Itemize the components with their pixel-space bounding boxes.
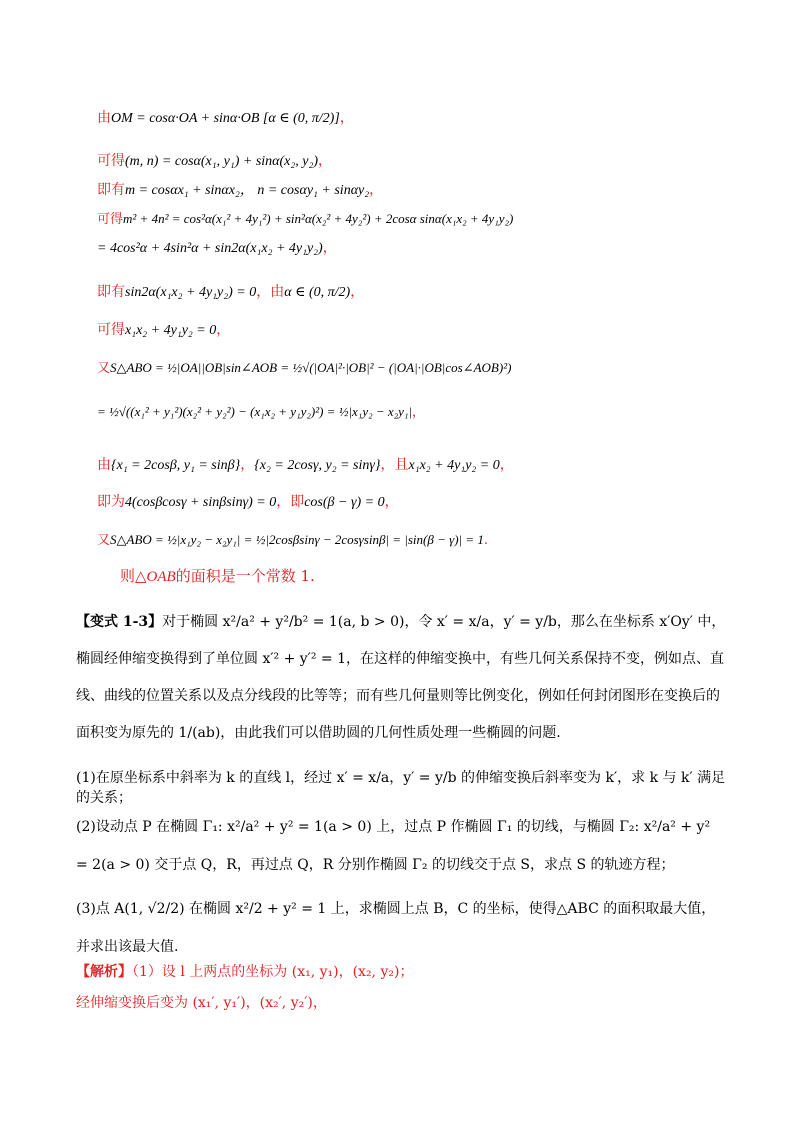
proof-math: OM = cosα·OA + sinα·OB [α ∈ (0, π/2)]	[111, 111, 340, 126]
solution-tag: 【解析】	[76, 964, 132, 980]
proof-line-7	[97, 320, 230, 341]
proof-line-9	[97, 402, 425, 423]
proof-math: 4(cosβcosγ + sinβsinγ) = 0	[125, 495, 277, 510]
proof-math-2: α ∈ (0, π/2)	[284, 285, 351, 300]
proof-mid: ，即	[276, 494, 305, 510]
proof-math: S△ABO = ½|x₁y₂ − x₂y₁| = ½|2cosβsinγ − 2cosγsinβ| = |sin(β − γ)| = 1	[110, 532, 484, 547]
proof-lead: 由	[97, 457, 111, 473]
proof-tail: ，	[216, 322, 231, 338]
proof-tail: ，	[339, 110, 354, 126]
proof-lead: 又	[97, 361, 111, 376]
solution-text-2: 经伸缩变换后变为 (x₁′, y₁′)，(x₂′, y₂′)，	[76, 995, 327, 1011]
proof-math: = ½√((x₁² + y₁²)(x₂² + y₂²) − (x₁x₂ + y₁y₂)²) = ½|x₁y₂ − x₂y₁|	[97, 404, 413, 419]
proof-mid-2: ，且	[380, 457, 409, 473]
proof-mid: ，	[240, 457, 255, 473]
proof-math: sin2α(x₁x₂ + 4y₁y₂) = 0	[125, 285, 257, 300]
proof-lead: 则	[120, 567, 136, 585]
question-2-text: (2)设动点 P 在椭圆 Γ₁: x²/a² + y² = 1(a > 0) 上，过点 P 作椭圆 Γ₁ 的切线，与椭圆 Γ₂: x²/a² + y² = 2(a > 0) 交于点 Q，R，再过点 Q，R 分别作椭圆 Γ₂ 的切线交于点 S，求点 S 的轨迹方程；	[76, 819, 711, 873]
variant-tag: 【变式 1-3】	[76, 614, 163, 630]
solution-text-1: （1）设 l 上两点的坐标为 (x₁, y₁)，(x₂, y₂)；	[132, 964, 414, 980]
proof-lead: 由	[97, 110, 111, 126]
proof-line-5	[97, 238, 337, 259]
proof-line-12	[97, 530, 488, 551]
proof-tail: ，	[412, 405, 426, 420]
question-2	[76, 808, 726, 884]
proof-math: m = cosαx₁ + sinαx₂， n = cosαy₁ + sinαy₂	[125, 183, 370, 198]
proof-lead: 即为	[97, 494, 125, 510]
proof-lead: 可得	[97, 322, 125, 338]
proof-lead: 即有	[97, 182, 125, 198]
proof-line-13	[120, 566, 315, 587]
proof-line-3	[97, 180, 383, 201]
proof-math: {x₁ = 2cosβ, y₁ = sinβ}	[111, 458, 241, 473]
proof-line-11	[97, 492, 399, 513]
proof-math: △OAB	[135, 569, 176, 585]
proof-line-2	[97, 151, 332, 172]
proof-tail: ，	[350, 284, 365, 300]
proof-lead: 又	[97, 533, 111, 548]
proof-lead: 可得	[97, 212, 124, 227]
variant-intro: 对于椭圆 x²/a² + y²/b² = 1(a, b > 0)，令 x′ = x/a，y′ = y/b，那么在坐标系 x′Oy′ 中，椭圆经伸缩变换得到了单位圆 x′² + y′² = 1，在这样的伸缩变换中，有些几何关系保持不变，例如点、直线、曲线的位置关系以及点分线段的比等等；而有些几何量则等比例变化，例如任何封闭图形在变换后的面积变为原先的 1/(ab)，由此我们可以借助圆的几何性质处理一些椭圆的问题.	[76, 614, 726, 741]
proof-line-8	[97, 358, 511, 379]
proof-math-3: x₁x₂ + 4y₁y₂ = 0	[408, 458, 500, 473]
variant-problem	[76, 604, 726, 752]
proof-tail: ，	[322, 240, 337, 256]
question-1-text: (1)在原坐标系中斜率为 k 的直线 l，经过 x′ = x/a，y′ = y/b 的伸缩变换后斜率变为 k′，求 k 与 k′ 满足的关系；	[76, 770, 726, 806]
proof-lead: 可得	[97, 153, 125, 169]
question-1	[76, 768, 726, 808]
proof-math-2: cos(β − γ) = 0	[304, 495, 385, 510]
proof-tail: .	[483, 533, 489, 548]
proof-line-4	[97, 209, 513, 230]
proof-line-6	[97, 282, 364, 303]
proof-math: = 4cos²α + 4sin²α + sin2α(x₁x₂ + 4y₁y₂)	[97, 241, 323, 256]
proof-tail: ，	[318, 153, 332, 169]
proof-math: m² + 4n² = cos²α(x₁² + 4y₁²) + sin²α(x₂² + 4y₂²) + 2cosα sinα(x₁x₂ + 4y₁y₂)	[123, 211, 514, 226]
proof-math-2: {x₂ = 2cosγ, y₂ = sinγ}	[254, 458, 381, 473]
proof-math: (m, n) = cosα(x₁, y₁) + sinα(x₂, y₂)	[125, 154, 318, 169]
solution-line-2	[76, 993, 327, 1013]
proof-tail: ，	[384, 494, 399, 510]
proof-mid: ，由	[256, 284, 285, 300]
question-3-text: (3)点 A(1, √2/2) 在椭圆 x²/2 + y² = 1 上，求椭圆上点 B，C 的坐标，使得△ABC 的面积取最大值，并求出该最大值.	[76, 901, 716, 955]
proof-math: S△ABO = ½|OA||OB|sin∠AOB = ½√(|OA|²·|OB|² − (|OA|·|OB|cos∠AOB)²)	[110, 360, 512, 375]
proof-tail: ，	[369, 182, 384, 198]
question-3	[76, 890, 726, 966]
proof-tail: 的面积是一个常数 1.	[175, 567, 315, 585]
proof-tail: ，	[499, 457, 514, 473]
proof-line-10	[97, 455, 514, 476]
proof-math: x₁x₂ + 4y₁y₂ = 0	[125, 323, 217, 338]
proof-line-1	[97, 108, 354, 129]
solution-line-1	[76, 962, 413, 982]
proof-lead: 即有	[97, 284, 125, 300]
